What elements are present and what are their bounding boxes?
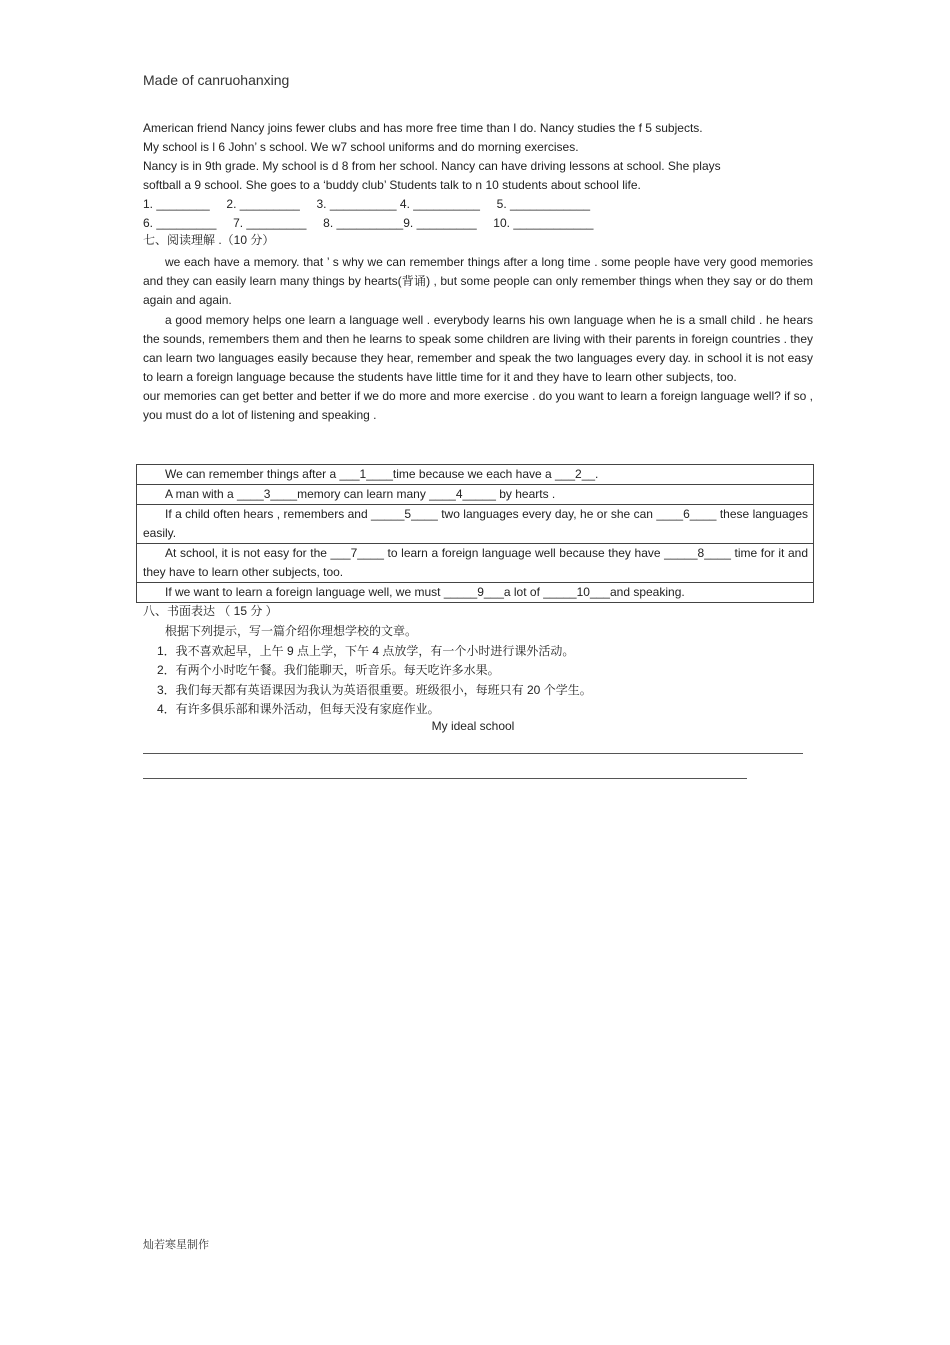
writing-item-3: 3．我们每天都有英语课因为我认为英语很重要。班级很小，每班只有 20 个学生。	[157, 682, 592, 697]
cloze-passage	[143, 119, 813, 195]
cloze-line-4: softball a 9 school. She goes to a ‘buddy club’ Students talk to n 10 students about school life.	[143, 178, 641, 192]
table-row	[137, 544, 814, 583]
reading-paragraph-1: we each have a memory. that ’ s why we can remember things after a long time . some people have very good memories and they can easily learn many things by hearts(背诵) , but some people can only remember things when they say or do them again and again.	[143, 255, 813, 307]
summary-table	[136, 464, 814, 603]
answer-line-2: 6. _________ 7. _________ 8. __________9. _________ 10. ____________	[143, 216, 594, 230]
writing-item-1: 1．我不喜欢起早，上午 9 点上学，下午 4 点放学，有一个小时进行课外活动。	[157, 643, 575, 658]
writing-line-2	[143, 778, 747, 779]
cloze-line-2: My school is l 6 John’ s school. We w7 school uniforms and do morning exercises.	[143, 140, 579, 154]
page-header: Made of canruohanxing	[143, 72, 290, 88]
summary-row-3: If a child often hears , remembers and _____5____ two languages every day, he or she can ____6____ these languages easily.	[143, 507, 808, 540]
writing-item-2: 2．有两个小时吃午餐。我们能聊天，听音乐。每天吃许多水果。	[157, 663, 500, 677]
reading-section-title: 七、阅读理解 .（10 分）	[143, 233, 275, 247]
reading-paragraph-3: our memories can get better and better if we do more and more exercise . do you want to learn a foreign language well? if so , you must do a lot of listening and speaking .	[143, 389, 813, 422]
table-row	[137, 465, 814, 485]
reading-paragraph-2: a good memory helps one learn a language well . everybody learns his own language when he is a small child . he hears the sounds, remembers them and then he learns to speak some children are living with their parents in foreign countries . they can learn two languages easily because they hear, remember and speak the two languages every day. in school it is not easy to learn a foreign language because the students have little time for it and they have to learn other subjects, too.	[143, 313, 813, 384]
summary-row-1: We can remember things after a ___1____time because we each have a ___2__.	[165, 467, 599, 481]
reading-passage	[143, 253, 813, 425]
cloze-line-3: Nancy is in 9th grade. My school is d 8 from her school. Nancy can have driving lessons at school. She plays	[143, 159, 721, 173]
page-footer: 灿若寒星制作	[143, 1238, 209, 1251]
table-row	[137, 583, 814, 603]
summary-row-4: At school, it is not easy for the ___7____ to learn a foreign language well because they have _____8____ time for it and they have to learn other subjects, too.	[143, 546, 808, 579]
writing-section-title: 八、书面表达 （ 15 分 ）	[143, 604, 278, 618]
writing-line-1	[143, 753, 803, 754]
writing-item-4: 4．有许多俱乐部和课外活动，但每天没有家庭作业。	[157, 702, 440, 716]
cloze-line-1: American friend Nancy joins fewer clubs and has more free time than I do. Nancy studies the f 5 subjects.	[143, 121, 703, 135]
table-row	[137, 485, 814, 505]
table-row	[137, 505, 814, 544]
composition-title: My ideal school	[431, 719, 515, 733]
summary-row-5: If we want to learn a foreign language well, we must _____9___a lot of _____10___and speaking.	[165, 585, 685, 599]
summary-row-2: A man with a ____3____memory can learn many ____4_____ by hearts .	[165, 487, 556, 501]
writing-prompt	[143, 622, 813, 720]
writing-instruction: 根据下列提示，写一篇介绍你理想学校的文章。	[165, 624, 418, 638]
answer-line-1: 1. ________ 2. _________ 3. __________ 4. __________ 5. ____________	[143, 197, 591, 211]
